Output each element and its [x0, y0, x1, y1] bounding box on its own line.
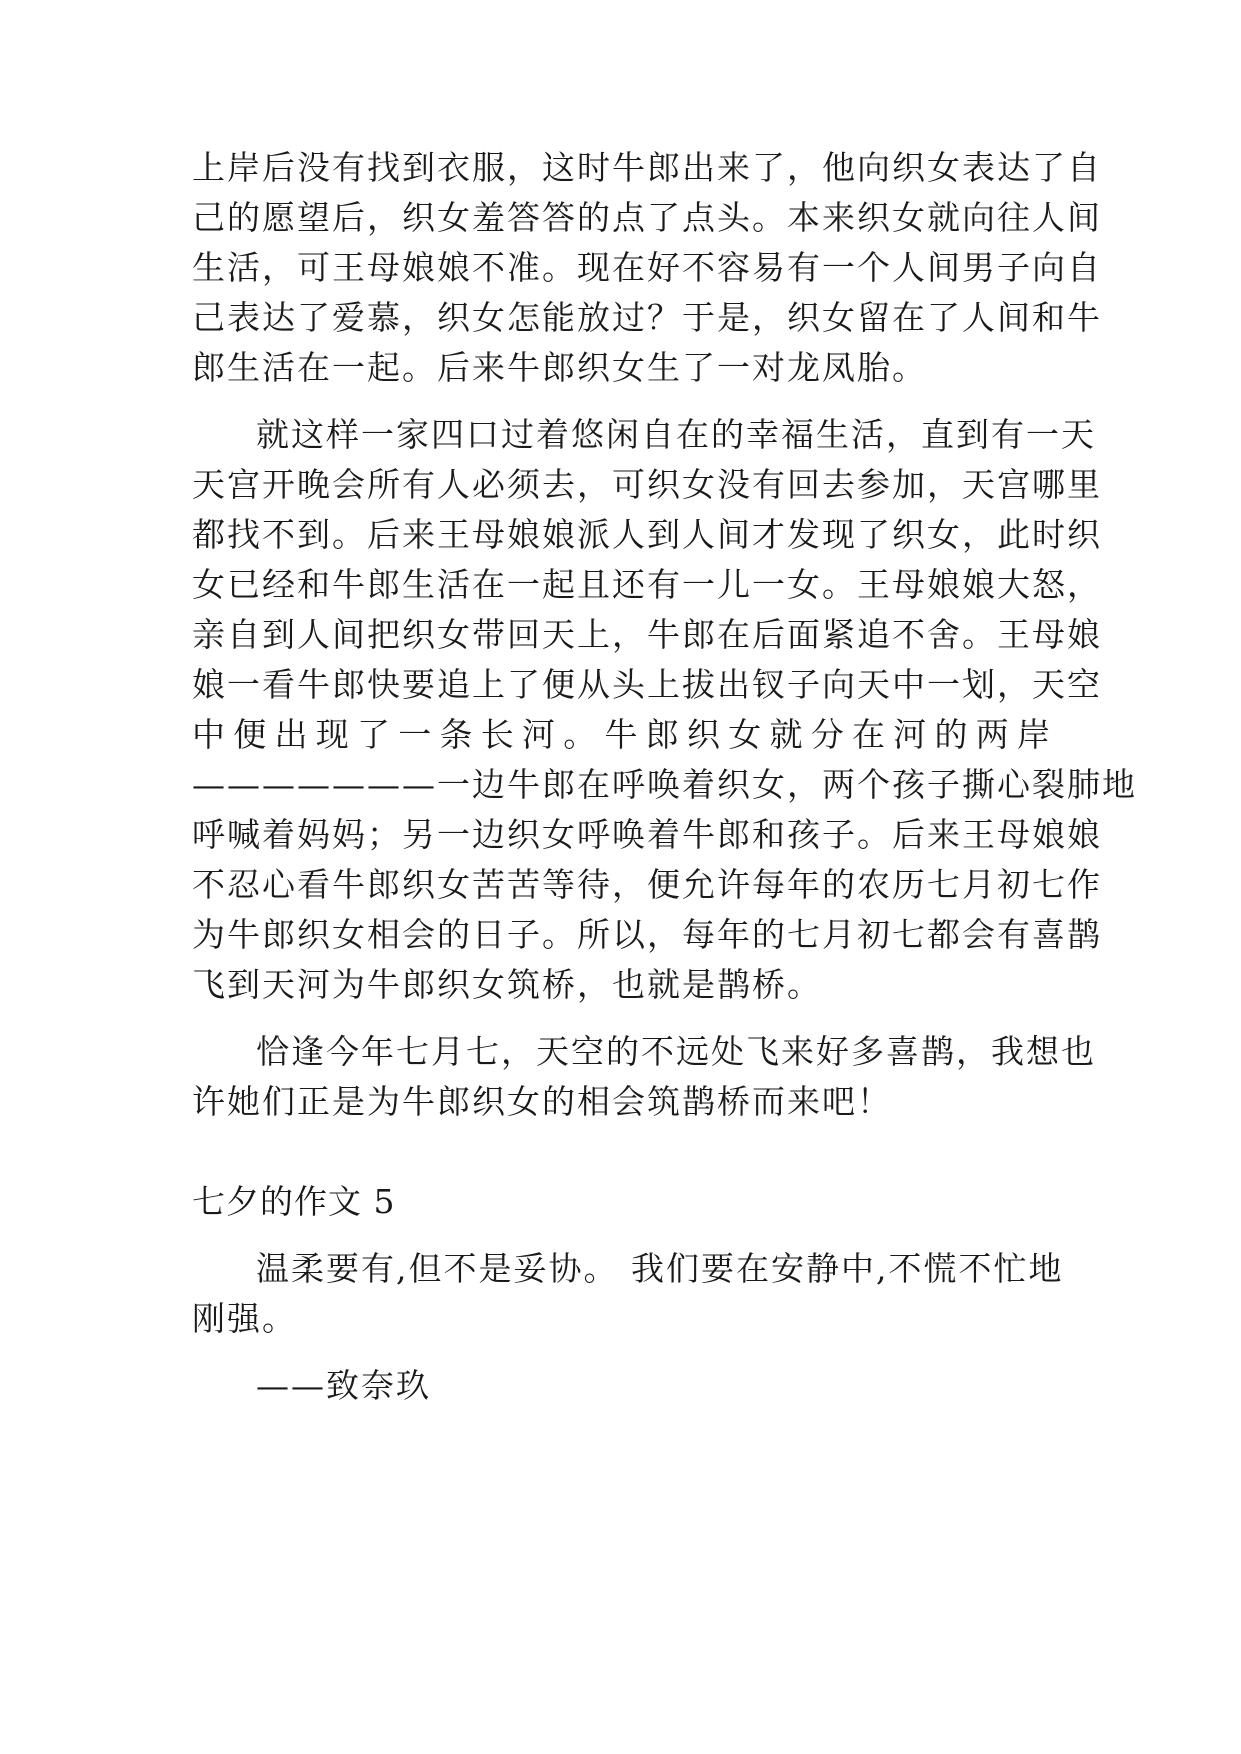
paragraph-2-line-1: 就这样一家四口过着悠闲自在的幸福生活，直到有一天 — [256, 415, 1096, 454]
paragraph-1-line-1: 上岸后没有找到衣服，这时牛郎出来了，他向织女表达了自 — [192, 148, 1102, 187]
paragraph-2-line-5: 亲自到人间把织女带回天上，牛郎在后面紧追不舍。王母娘 — [192, 615, 1102, 654]
paragraph-1-line-2: 己的愿望后，织女羞答答的点了点头。本来织女就向往人间 — [192, 198, 1102, 237]
paragraph-3-line-1: 恰逢今年七月七，天空的不远处飞来好多喜鹊，我想也 — [256, 1032, 1096, 1071]
paragraph-1-line-3: 生活，可王母娘娘不准。现在好不容易有一个人间男子向自 — [192, 248, 1102, 287]
paragraph-2-line-11: 为牛郎织女相会的日子。所以，每年的七月初七都会有喜鹊 — [192, 915, 1102, 954]
paragraph-2-line-2: 天宫开晚会所有人必须去，可织女没有回去参加，天宫哪里 — [192, 465, 1102, 504]
paragraph-4-line-1: 温柔要有,但不是妥协。 我们要在安静中,不慌不忙地 — [256, 1249, 1064, 1288]
paragraph-2-line-6: 娘一看牛郎快要追上了便从头上拔出钗子向天中一划，天空 — [192, 665, 1102, 704]
paragraph-4-line-2: 刚强。 — [192, 1299, 297, 1338]
paragraph-2-line-7: 中便出现了一条长河。牛郎织女就分在河的两岸 — [192, 715, 1052, 754]
paragraph-2-line-4: 女已经和牛郎生活在一起且还有一儿一女。王母娘娘大怒， — [192, 565, 1102, 604]
paragraph-1-line-5: 郎生活在一起。后来牛郎织女生了一对龙凤胎。 — [192, 348, 927, 387]
signature: ——致奈玖 — [256, 1366, 431, 1405]
paragraph-2-line-10: 不忍心看牛郎织女苦苦等待，便允许每年的农历七月初七作 — [192, 865, 1102, 904]
paragraph-3-line-2: 许她们正是为牛郎织女的相会筑鹊桥而来吧！ — [192, 1082, 892, 1121]
paragraph-1-line-4: 己表达了爱慕，织女怎能放过？于是，织女留在了人间和牛 — [192, 298, 1102, 337]
paragraph-2-line-9: 呼喊着妈妈；另一边织女呼唤着牛郎和孩子。后来王母娘娘 — [192, 815, 1102, 854]
paragraph-2-line-12: 飞到天河为牛郎织女筑桥，也就是鹊桥。 — [192, 965, 822, 1004]
section-title: 七夕的作文 5 — [192, 1182, 396, 1221]
paragraph-2-line-3: 都找不到。后来王母娘娘派人到人间才发现了织女，此时织 — [192, 515, 1102, 554]
paragraph-2-line-8: ———————一边牛郎在呼唤着织女，两个孩子撕心裂肺地 — [192, 765, 1137, 804]
